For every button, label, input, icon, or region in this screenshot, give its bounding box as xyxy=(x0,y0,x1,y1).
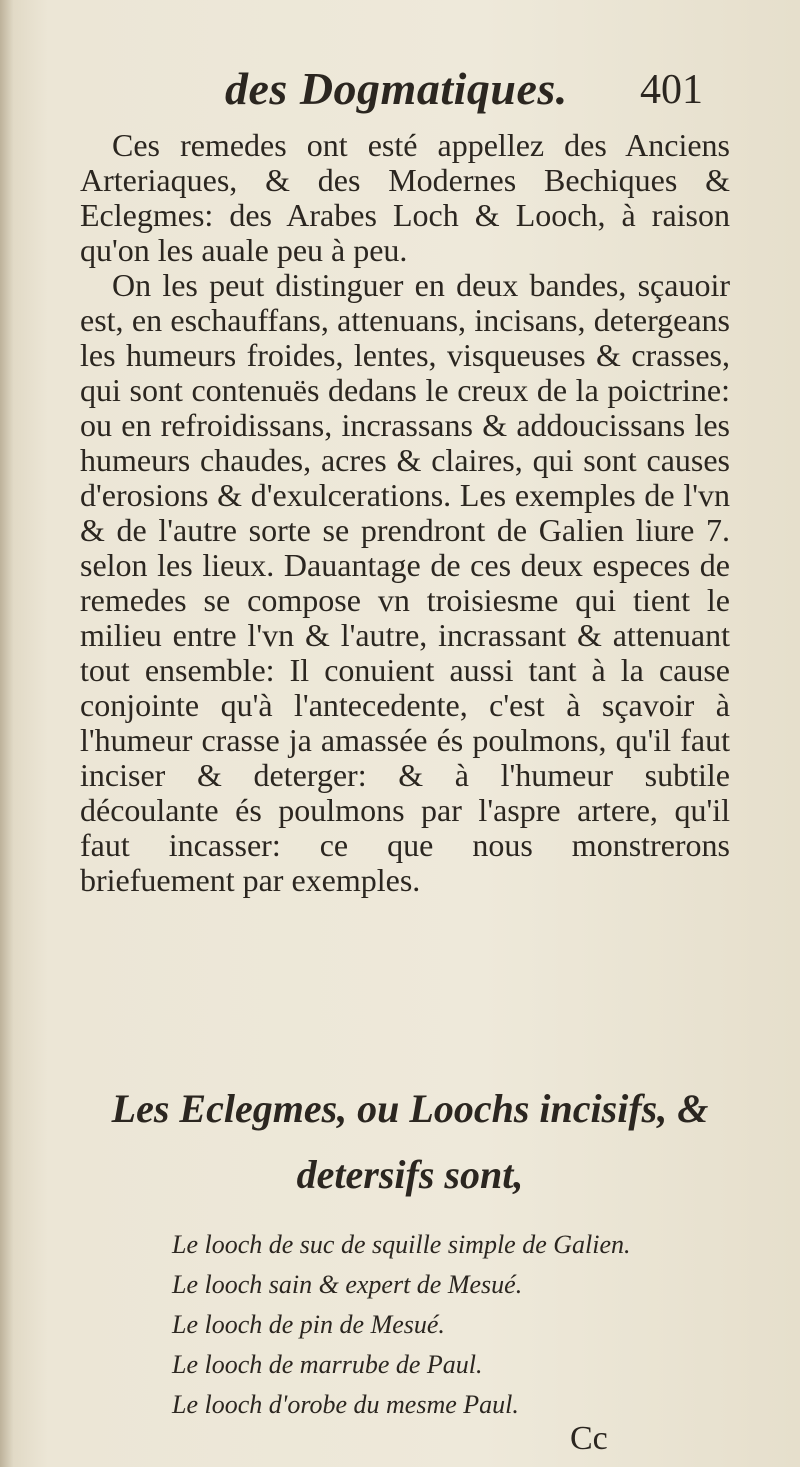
catchword: Cc xyxy=(570,1420,608,1457)
page-number: 401 xyxy=(640,67,703,113)
running-head xyxy=(0,62,800,122)
paragraph: On les peut distinguer en deux bandes, sçauoir est, en eschauffans, attenuans, incisans, detergeans les humeurs froides, lentes, visqueuses & crasses, qui sont contenuës dedans le creux de la poictrine: ou en refroidissans, incrassans & addoucissans les humeurs chaudes, acres & claires, qui sont causes d'erosions & d'exulcerations. Les exemples de l'vn & de l'autre sorte se prendront de Galien liure 7. selon les lieux. Dauantage de ces deux especes de remedes se compose vn troisiesme qui tient le milieu entre l'vn & l'autre, incrassant & attenuant tout ensemble: Il conuient aussi tant à la cause conjointe qu'à l'antecedente, c'est à sçavoir à l'humeur crasse ja amassée és poulmons, qu'il faut inciser & deterger: & à l'humeur subtile découlante és poulmons par l'aspre artere, qu'il faut incasser: ce que nous monstrerons briefuement par exemples. xyxy=(80,267,730,898)
running-title: des Dogmatiques. xyxy=(225,63,568,114)
list-item: Le looch d'orobe du mesme Paul. xyxy=(172,1390,519,1419)
list-item: Le looch de marrube de Paul. xyxy=(172,1350,483,1379)
body-text xyxy=(80,128,730,898)
list-item: Le looch sain & expert de Mesué. xyxy=(172,1270,523,1299)
section-heading: Les Eclegmes, ou Loochs incisifs, & detersifs sont, xyxy=(111,1086,709,1197)
page-gutter-shadow xyxy=(0,0,14,1467)
recipe-list xyxy=(172,1225,732,1425)
list-item: Le looch de pin de Mesué. xyxy=(172,1310,445,1339)
paragraph: Ces remedes ont esté appellez des Anciens Arteriaques, & des Modernes Bechiques & Eclegmes: des Arabes Loch & Looch, à raison qu'on les auale peu à peu. xyxy=(80,127,730,268)
list-item: Le looch de suc de squille simple de Galien. xyxy=(172,1230,631,1259)
